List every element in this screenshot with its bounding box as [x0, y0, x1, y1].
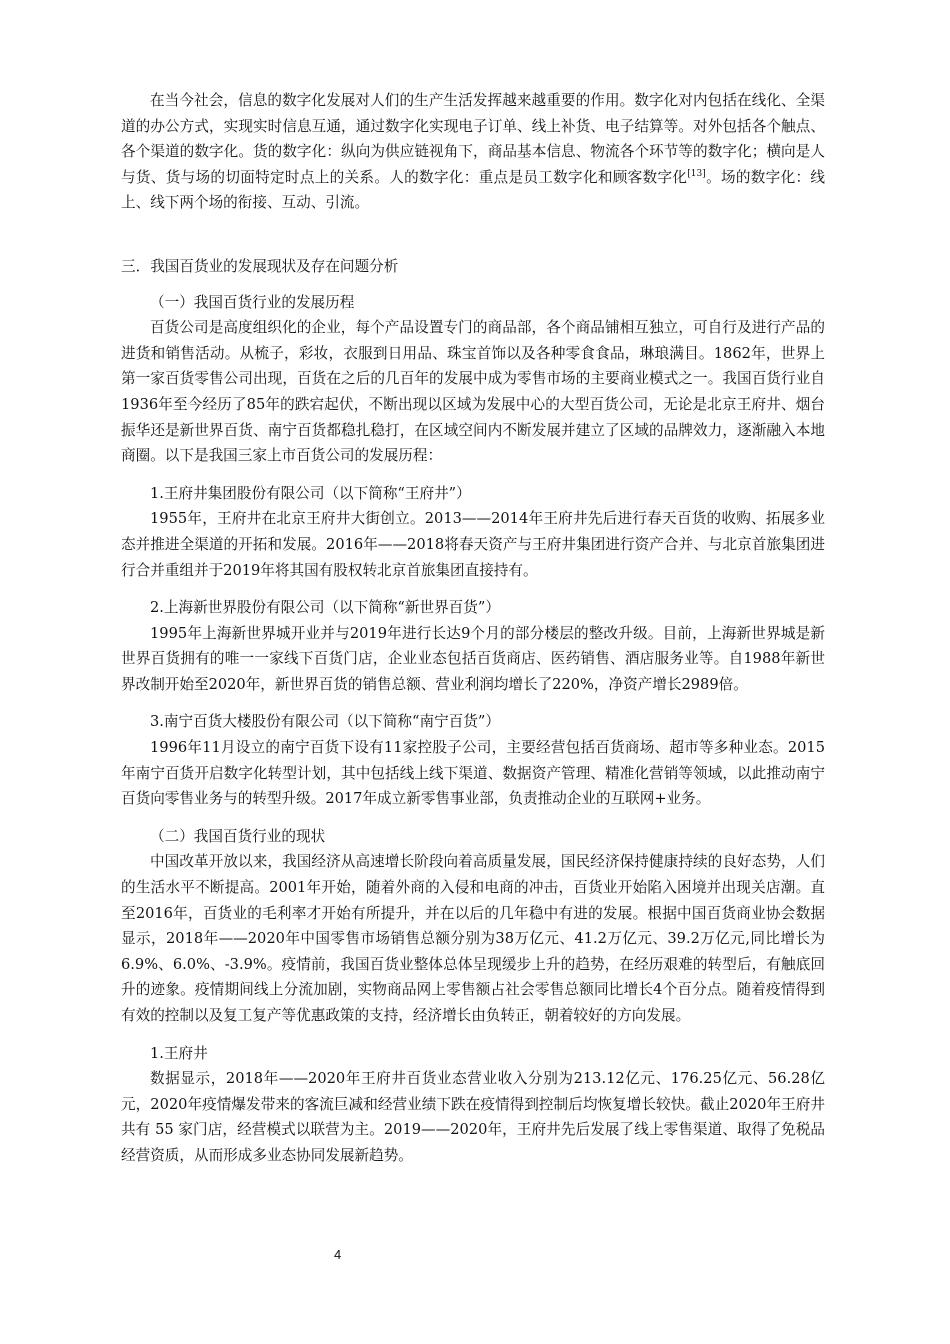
paragraph-text: 。场的数字化：线上、线下两个场的衔接、互动、引流。 — [121, 168, 825, 212]
subsection-heading: （二）我国百货行业的现状 — [150, 827, 326, 845]
section-heading: 三．我国百货业的发展现状及存在问题分析 — [121, 257, 399, 275]
company-heading-nanning: 3.南宁百货大楼股份有限公司（以下简称“南宁百货”） — [150, 713, 500, 731]
company-heading-wangfujing: 1.王府井集团股份有限公司（以下简称“王府井”） — [150, 484, 471, 502]
paragraph-digitalization — [121, 88, 825, 216]
paragraph-new-world-history: 1995年上海新世界城开业并与2019年进行长达9个月的部分楼层的整改升级。目前，上海新世界城是新世界百货拥有的唯一一家线下百货门店，企业业态包括百货商店、医药销售、酒店服务业等。自1988年新世界改制开始至2020年，新世界百货的销售总额、营业利润均增长了220%，净资产增长2989倍。 — [121, 624, 825, 693]
paragraph-wangfujing-history: 1955年，王府井在北京王府井大街创立。2013——2014年王府井先后进行春天百货的收购、拓展多业态并推进全渠道的开拓和发展。2016年——2018将春天资产与王府井集团进行资产合并、与北京首旅集团进行合并重组并于2019年将其国有股权转北京首旅集团直接持有。 — [121, 510, 825, 579]
paragraph-history: 百货公司是高度组织化的企业，每个产品设置专门的商品部，各个商品铺相互独立，可自行及进行产品的进货和销售活动。从梳子，彩妆，衣服到日用品、珠宝首饰以及各种零食食品，琳琅满目。1862年，世界上第一家百货零售公司出现，百货在之后的几百年的发展中成为零售市场的主要商业模式之一。我国百货行业自1936年至今经历了85年的跌宕起伏，不断出现以区域为发展中心的大型百货公司，无论是北京王府井、烟台振华还是新世界百货、南宁百货都稳扎稳打，在区域空间内不断发展并建立了区域的品牌效力，逐渐融入本地商圈。以下是我国三家上市百货公司的发展历程： — [121, 319, 825, 465]
paragraph-industry-status: 中国改革开放以来，我国经济从高速增长阶段向着高质量发展，国民经济保持健康持续的良好态势，人们的生活水平不断提高。2001年开始，随着外商的入侵和电商的冲击，百货业开始陷入困境并出现关店潮。直至2016年，百货业的毛利率才开始有所提升，并在以后的几年稳中有进的发展。根据中国百货商业协会数据显示，2018年——2020年中国零售市场销售总额分别为38万亿元、41.2万亿元、39.2万亿元,同比增长为6.9%、6.0%、-3.9%。疫情前，我国百货业整体总体呈现缓步上升的趋势，在经历艰难的转型后，有触底回升的迹象。疫情期间线上分流加剧，实物商品网上零售额占社会零售总额同比增长4个百分点。随着疫情得到有效的控制以及复工复产等优惠政策的支持，经济增长由负转正，朝着较好的方向发展。 — [121, 853, 825, 1024]
subsection-heading: （一）我国百货行业的发展历程 — [150, 293, 355, 311]
status-heading-wangfujing: 1.王府井 — [150, 1044, 208, 1062]
document-body — [121, 88, 825, 1169]
paragraph-wangfujing-status: 数据显示，2018年——2020年王府井百货业态营业收入分别为213.12亿元、176.25亿元、56.28亿元，2020年疫情爆发带来的客流巨减和经营业绩下跌在疫情得到控制后均恢复增长较快。截止2020年王府井共有 55 家门店，经营模式以联营为主。2019——2020年，王府井先后发展了线上零售渠道、取得了免税品经营资质，从而形成多业态协同发展新趋势。 — [121, 1070, 825, 1164]
citation-superscript: [13] — [687, 168, 706, 179]
paragraph-text: 在当今社会，信息的数字化发展对人们的生产生活发挥越来越重要的作用。数字化对内包括在线化、全渠道的办公方式，实现实时信息互通，通过数字化实现电子订单、线上补货、电子结算等。对外包括各个触点、各个渠道的数字化。货的数字化：纵向为供应链视角下，商品基本信息、物流各个环节等的数字化；横向是人与货、货与场的切面特定时点上的关系。人的数字化：重点是员工数字化和顾客数字化 — [121, 92, 825, 186]
paragraph-nanning-history: 1996年11月设立的南宁百货下设有11家控股子公司，主要经营包括百货商场、超市等多种业态。2015年南宁百货开启数字化转型计划，其中包括线上线下渠道、数据资产管理、精准化营销等领域，以此推动南宁百货向零售业务与的转型升级。2017年成立新零售事业部，负责推动企业的互联网+业务。 — [121, 739, 825, 808]
page-number: 4 — [334, 1247, 342, 1262]
company-heading-new-world: 2.上海新世界股份有限公司（以下简称“新世界百货”） — [150, 599, 500, 617]
